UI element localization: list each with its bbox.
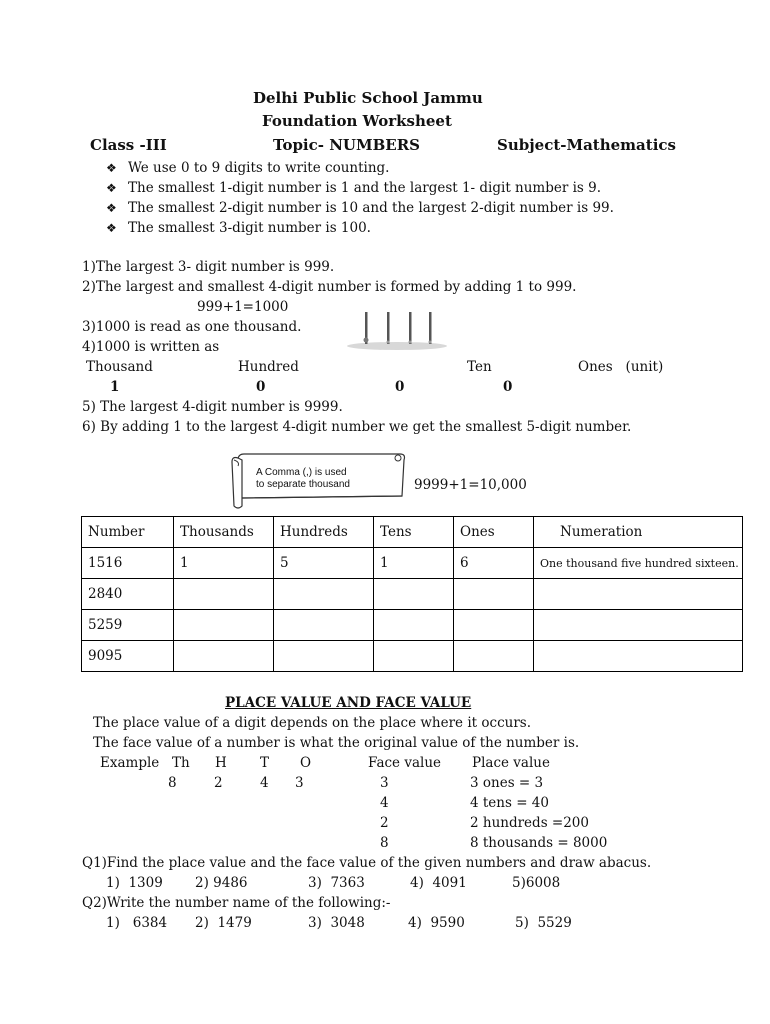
q1-item: 5)6008 [512, 875, 561, 891]
table-cell[interactable] [374, 610, 454, 641]
table-cell[interactable] [454, 579, 534, 610]
diamond-bullet-icon: ❖ [106, 201, 117, 215]
subject-label: Subject-Mathematics [497, 136, 676, 154]
face-value-item: 3 [380, 775, 389, 791]
table-cell[interactable] [454, 610, 534, 641]
place-value-header: Place value [472, 755, 550, 771]
q2-item: 1) 6384 [106, 915, 168, 931]
digit-h: 2 [214, 775, 223, 791]
table-cell[interactable] [274, 579, 374, 610]
worksheet-title: Foundation Worksheet [262, 112, 452, 130]
list-item: ❖ The smallest 1-digit number is 1 and the largest 1- digit number is 9. [106, 180, 602, 196]
diamond-bullet-icon: ❖ [106, 161, 117, 175]
face-value-item: 2 [380, 815, 389, 831]
q2-item: 4) 9590 [408, 915, 465, 931]
table-cell: 2840 [82, 579, 174, 610]
place-value-definition: The place value of a digit depends on the place where it occurs. [93, 715, 531, 731]
pv-digit-thousand: 1 [110, 379, 120, 395]
list-item: ❖ The smallest 3-digit number is 100. [106, 220, 371, 236]
table-cell[interactable] [174, 610, 274, 641]
abacus-icon [345, 306, 455, 352]
q2-item: 3) 3048 [308, 915, 365, 931]
class-label: Class -III [90, 136, 167, 154]
scroll-text-line-2: to separate thousand [256, 479, 350, 490]
table-cell[interactable] [534, 641, 743, 672]
point-1: 1)The largest 3- digit number is 999. [82, 259, 335, 275]
face-value-item: 8 [380, 835, 389, 851]
table-cell: 9095 [82, 641, 174, 672]
school-name: Delhi Public School Jammu [253, 89, 483, 107]
q1-item: 3) 7363 [308, 875, 365, 891]
col-th: Th [172, 755, 190, 771]
place-value-item: 8 thousands = 8000 [470, 835, 608, 851]
diamond-bullet-icon: ❖ [106, 181, 117, 195]
intro-bullets [106, 158, 614, 238]
face-value-item: 4 [380, 795, 389, 811]
point-3: 3)1000 is read as one thousand. [82, 319, 302, 335]
pv-label-ones: Ones (unit) [578, 359, 664, 375]
q1-item: 4) 4091 [410, 875, 467, 891]
digit-th: 8 [168, 775, 177, 791]
q2-item: 2) 1479 [195, 915, 252, 931]
table-row [82, 610, 743, 641]
numeration-table [81, 516, 743, 672]
table-cell[interactable] [374, 579, 454, 610]
example-label: Example [100, 755, 160, 771]
question-1: Q1)Find the place value and the face value of the given numbers and draw abacus. [82, 855, 652, 871]
table-cell: One thousand five hundred sixteen. [534, 548, 743, 579]
q2-item: 5) 5529 [515, 915, 572, 931]
table-cell: 1 [174, 548, 274, 579]
table-header-cell: Tens [374, 517, 454, 548]
place-value-item: 4 tens = 40 [470, 795, 549, 811]
list-item: ❖ The smallest 2-digit number is 10 and the largest 2-digit number is 99. [106, 200, 614, 216]
pv-digit-ones: 0 [503, 379, 513, 395]
section-title: PLACE VALUE AND FACE VALUE [225, 695, 472, 711]
table-cell: 5 [274, 548, 374, 579]
topic-label: Topic- NUMBERS [273, 136, 421, 154]
table-cell[interactable] [174, 579, 274, 610]
face-value-header: Face value [368, 755, 442, 771]
table-cell[interactable] [274, 641, 374, 672]
table-header-cell: Thousands [174, 517, 274, 548]
digit-o: 3 [295, 775, 304, 791]
col-h: H [215, 755, 227, 771]
point-2: 2)The largest and smallest 4-digit number is formed by adding 1 to 999. [82, 279, 577, 295]
table-cell: 6 [454, 548, 534, 579]
diamond-bullet-icon: ❖ [106, 221, 117, 235]
point-6: 6) By adding 1 to the largest 4-digit number we get the smallest 5-digit number. [82, 419, 632, 435]
table-cell[interactable] [534, 610, 743, 641]
list-item: ❖ We use 0 to 9 digits to write counting. [106, 160, 390, 176]
q1-item: 1) 1309 [106, 875, 163, 891]
face-value-definition: The face value of a number is what the original value of the number is. [93, 735, 580, 751]
pv-digit-hundred: 0 [256, 379, 266, 395]
pv-digit-ten: 0 [395, 379, 405, 395]
table-header-cell: Ones [454, 517, 534, 548]
table-row [82, 548, 743, 579]
question-2: Q2)Write the number name of the following:- [82, 895, 391, 911]
equation-1: 999+1=1000 [197, 299, 289, 315]
table-header-cell: Hundreds [274, 517, 374, 548]
col-t: T [260, 755, 270, 771]
place-value-item: 3 ones = 3 [470, 775, 544, 791]
table-header-row [82, 517, 743, 548]
table-header-cell: Numeration [534, 517, 743, 548]
table-cell[interactable] [454, 641, 534, 672]
table-header-cell: Number [82, 517, 174, 548]
q1-item: 2) 9486 [195, 875, 248, 891]
point-5: 5) The largest 4-digit number is 9999. [82, 399, 343, 415]
point-4: 4)1000 is written as [82, 339, 220, 355]
scroll-text-line-1: A Comma (,) is used [256, 467, 347, 478]
table-row [82, 641, 743, 672]
table-cell: 1 [374, 548, 454, 579]
pv-label-hundred: Hundred [238, 359, 299, 375]
place-value-item: 2 hundreds =200 [470, 815, 589, 831]
table-cell: 1516 [82, 548, 174, 579]
table-cell[interactable] [174, 641, 274, 672]
table-cell: 5259 [82, 610, 174, 641]
table-cell[interactable] [274, 610, 374, 641]
digit-t: 4 [260, 775, 269, 791]
equation-2: 9999+1=10,000 [414, 477, 527, 493]
pv-label-ten: Ten [467, 359, 492, 375]
table-cell[interactable] [374, 641, 454, 672]
pv-label-thousand: Thousand [86, 359, 153, 375]
table-cell[interactable] [534, 579, 743, 610]
col-o: O [300, 755, 312, 771]
table-row [82, 579, 743, 610]
